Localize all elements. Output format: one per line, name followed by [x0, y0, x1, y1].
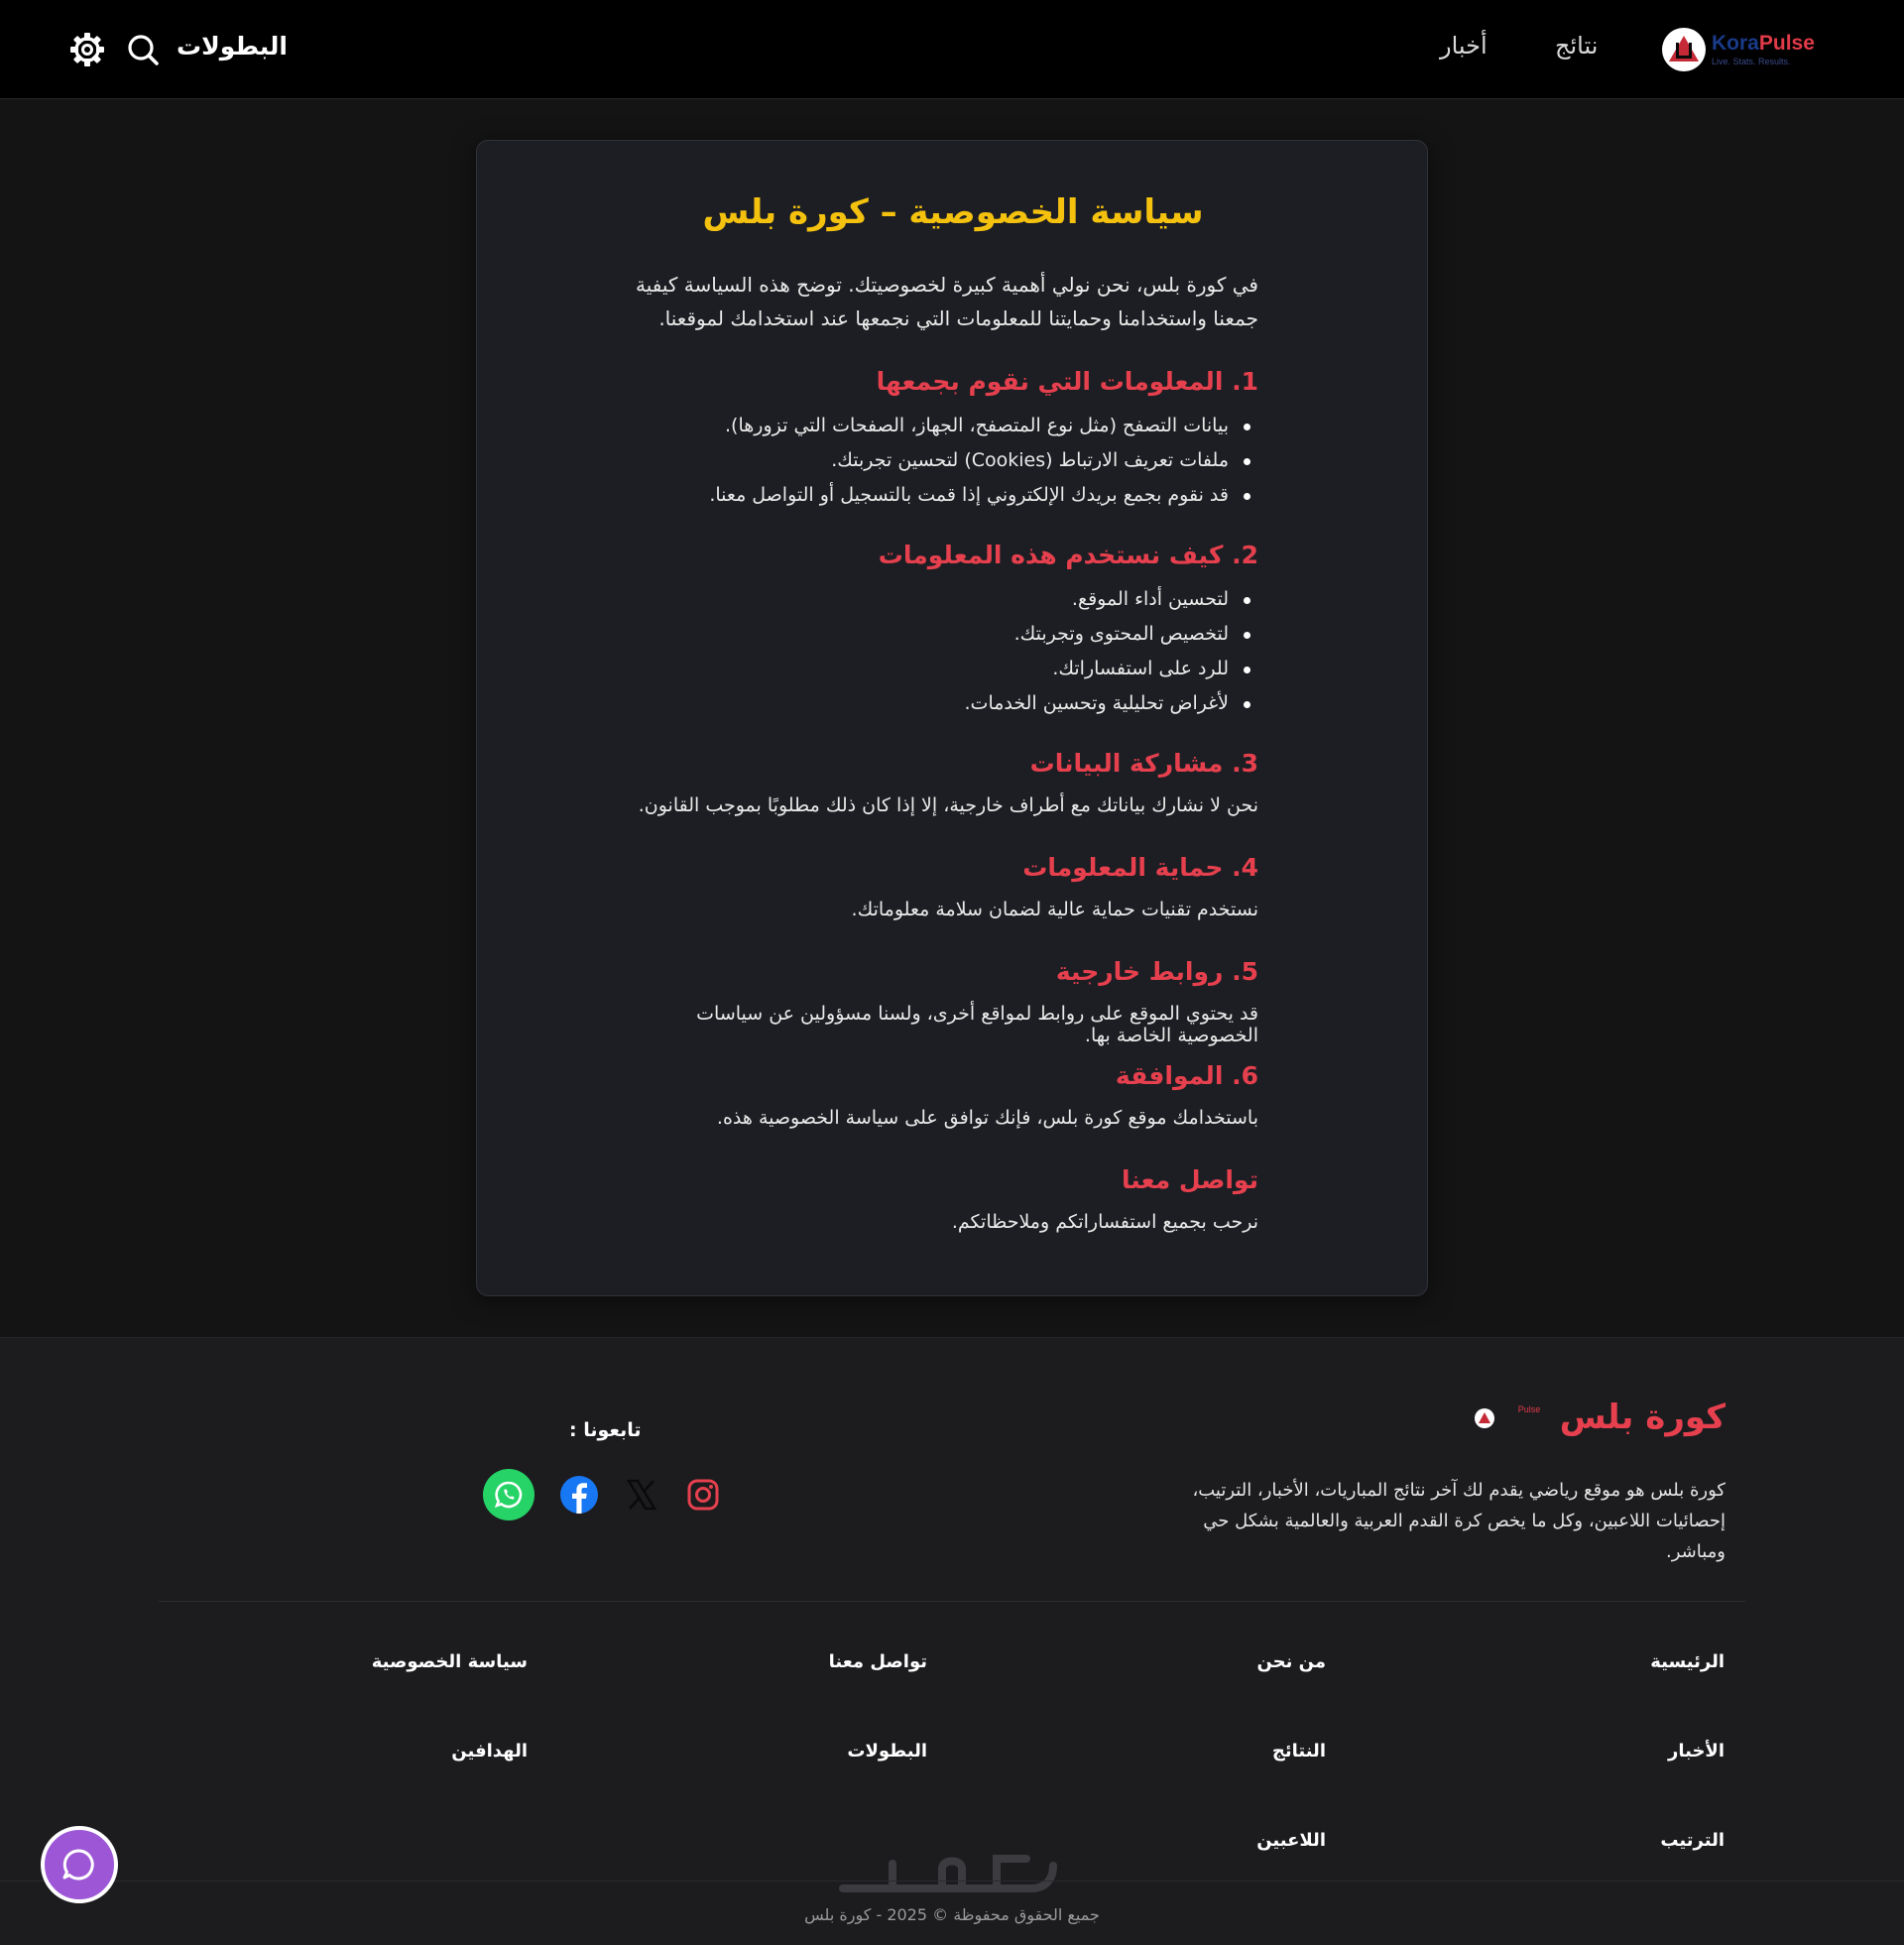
privacy-policy-card [476, 140, 1428, 1296]
section-heading-consent: 6. الموافقة [1115, 1061, 1258, 1090]
site-logo[interactable] [1662, 22, 1821, 77]
facebook-icon[interactable] [553, 1469, 605, 1520]
nav-results-link[interactable]: نتائج [1555, 32, 1599, 60]
list-item: لتحسين أداء الموقع. [616, 582, 1258, 617]
section-text-external-links: قد يحتوي الموقع على روابط لمواقع أخرى، ولسنا مسؤولين عن سياسات الخصوصية الخاصة بها. [696, 1003, 1258, 1046]
copyright-text: جميع الحقوق محفوظة © 2025 - كورة بلس [804, 1905, 1100, 1924]
chat-icon [60, 1845, 99, 1884]
footer-divider [159, 1601, 1745, 1602]
policy-intro: في كورة بلس، نحن نولي أهمية كبيرة لخصوصيتك. توضح هذه السياسة كيفية جمعنا واستخدامنا وحمايتنا للمعلومات التي نجمعها عند استخدامك لموقعنا. [636, 273, 1258, 330]
footer-logo: Pulse [1475, 1402, 1544, 1432]
list-item: للرد على استفساراتك. [616, 652, 1258, 686]
section-heading-usage: 2. كيف نستخدم هذه المعلومات [878, 541, 1258, 569]
gear-icon[interactable] [67, 30, 107, 69]
site-footer [0, 1337, 1904, 1945]
follow-us-label: تابعونا : [569, 1419, 642, 1441]
page-title: سياسة الخصوصية – كورة بلس [702, 192, 1204, 232]
section-text-data-sharing: نحن لا نشارك بياناتك مع أطراف خارجية، إلا إذا كان ذلك مطلوبًا بموجب القانون. [638, 794, 1258, 816]
x-icon[interactable] [616, 1469, 667, 1520]
logo-word-kora: Kora [1712, 32, 1759, 55]
instagram-icon[interactable] [677, 1469, 729, 1520]
logo-tagline: Live. Stats. Results. [1712, 57, 1791, 66]
footer-link-home[interactable]: الرئيسية [1650, 1651, 1725, 1672]
list-item: ملفات تعريف الارتباط (Cookies) لتحسين تجربتك. [616, 443, 1258, 478]
section-heading-data-sharing: 3. مشاركة البيانات [1029, 749, 1258, 778]
list-item: لأغراض تحليلية وتحسين الخدمات. [616, 686, 1258, 721]
collected-info-list [616, 409, 1258, 513]
watermark-logo [833, 1844, 1071, 1903]
footer-link-news[interactable]: الأخبار [1667, 1741, 1725, 1762]
footer-brand[interactable] [1475, 1398, 1726, 1437]
footer-bottom-divider [0, 1881, 1904, 1882]
logo-word-pulse: Pulse [1758, 32, 1815, 55]
footer-link-players[interactable]: اللاعبين [1256, 1830, 1326, 1851]
section-heading-contact: تواصل معنا [1122, 1165, 1258, 1194]
footer-link-results[interactable]: النتائج [1271, 1741, 1326, 1762]
usage-list [616, 582, 1258, 721]
list-item: لتخصيص المحتوى وتجربتك. [616, 617, 1258, 652]
logo-emblem [1662, 28, 1706, 71]
section-heading-collected-info: 1. المعلومات التي نقوم بجمعها [876, 367, 1258, 396]
footer-link-scorers[interactable]: الهدافين [451, 1741, 528, 1762]
chat-bubble-button[interactable] [41, 1826, 118, 1903]
section-text-contact: نرحب بجميع استفساراتكم وملاحظاتكم. [951, 1211, 1258, 1233]
nav-news-link[interactable]: أخبار [1440, 32, 1488, 60]
list-item: قد نقوم بجمع بريدك الإلكتروني إذا قمت بالتسجيل أو التواصل معنا. [616, 478, 1258, 513]
search-icon[interactable] [123, 30, 163, 69]
section-heading-protection: 4. حماية المعلومات [1022, 853, 1258, 882]
section-text-protection: نستخدم تقنيات حماية عالية لضمان سلامة معلوماتك. [851, 899, 1258, 920]
whatsapp-icon[interactable] [483, 1469, 535, 1520]
list-item: بيانات التصفح (مثل نوع المتصفح، الجهاز، الصفحات التي تزورها). [616, 409, 1258, 443]
section-heading-external-links: 5. روابط خارجية [1055, 957, 1258, 986]
footer-description: كورة بلس هو موقع رياضي يقدم لك آخر نتائج المباريات، الأخبار، الترتيب، إحصائيات اللاعبين، وكل ما يخص كرة القدم العربية والعالمية بشكل حي ومباشر. [1192, 1480, 1726, 1562]
footer-link-privacy[interactable]: سياسة الخصوصية [371, 1651, 528, 1672]
footer-link-contact[interactable]: تواصل معنا [828, 1651, 927, 1672]
footer-link-about[interactable]: من نحن [1256, 1651, 1326, 1672]
footer-link-championships[interactable]: البطولات [847, 1741, 927, 1762]
nav-championships-link[interactable]: البطولات [177, 32, 288, 61]
footer-brand-name: كورة بلس [1559, 1398, 1726, 1437]
top-navbar [0, 0, 1904, 99]
footer-link-standings[interactable]: الترتيب [1660, 1830, 1725, 1851]
section-text-consent: باستخدامك موقع كورة بلس، فإنك توافق على سياسة الخصوصية هذه. [716, 1107, 1258, 1129]
